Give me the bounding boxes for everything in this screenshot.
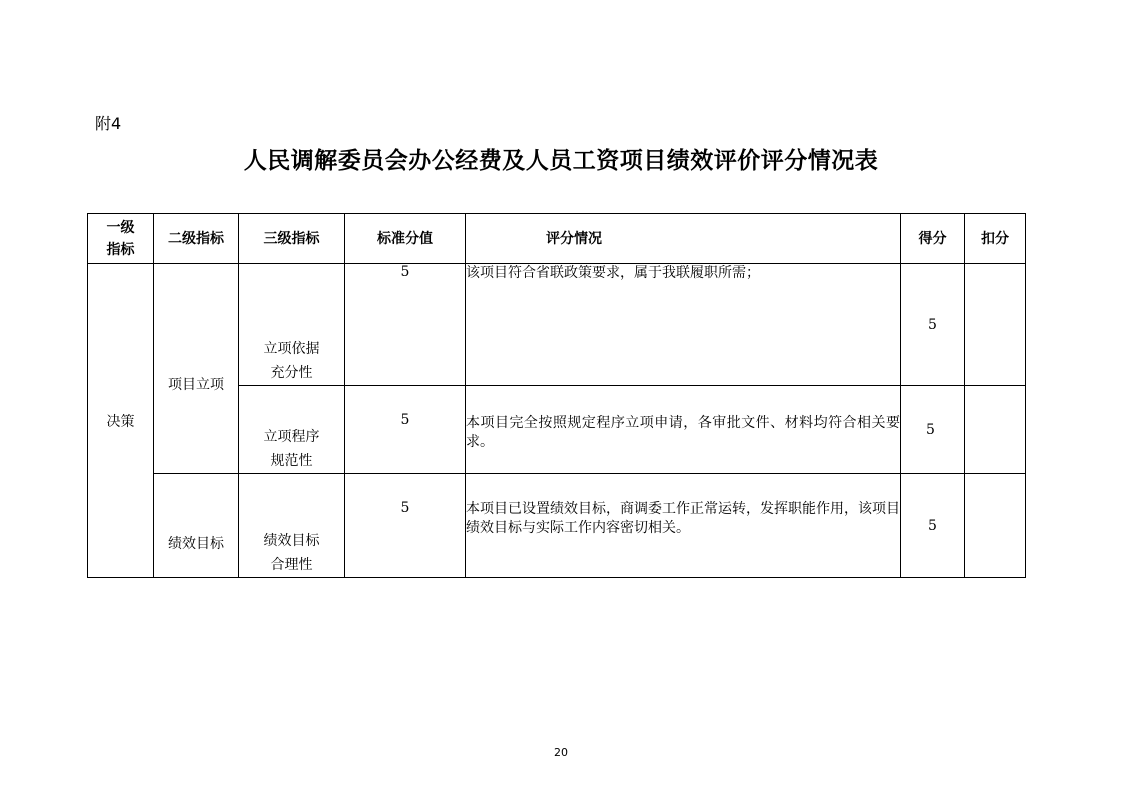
- level2-cell: 绩效目标: [154, 474, 239, 578]
- page-title: 人民调解委员会办公经费及人员工资项目绩效评价评分情况表: [243, 148, 879, 174]
- header-score: 得分: [901, 214, 965, 264]
- header-deduction: 扣分: [965, 214, 1026, 264]
- level3-cell: [239, 386, 345, 474]
- annex-label: 附4: [95, 114, 122, 133]
- level3-line1: 绩效目标: [263, 533, 320, 549]
- level3-line2: 合理性: [270, 557, 313, 573]
- deduction-cell: [965, 386, 1026, 474]
- header-standard: 标准分值: [345, 214, 466, 264]
- deduction-cell: [965, 264, 1026, 386]
- level3-cell: [239, 474, 345, 578]
- header-level3: 三级指标: [239, 214, 345, 264]
- header-level1: [88, 214, 154, 264]
- header-level2: 二级指标: [154, 214, 239, 264]
- level3-line1: 立项程序: [263, 429, 320, 445]
- evaluation-cell: 本项目已设置绩效目标，商调委工作正常运转，发挥职能作用，该项目绩效目标与实际工作内容密切相关。: [466, 474, 901, 578]
- level3-cell: [239, 264, 345, 386]
- standard-score-cell: 5: [345, 474, 466, 578]
- standard-score-cell: 5: [345, 264, 466, 386]
- level3-line2: 规范性: [270, 453, 313, 469]
- header-level1-label: 一级 指标: [106, 219, 135, 258]
- evaluation-cell: 本项目完全按照规定程序立项申请，各审批文件、材料均符合相关要求。: [466, 386, 901, 474]
- level2-cell: 项目立项: [154, 264, 239, 474]
- table-row: [88, 264, 1026, 386]
- level1-cell: 决策: [88, 264, 154, 578]
- score-cell: 5: [901, 474, 965, 578]
- deduction-cell: [965, 474, 1026, 578]
- standard-score-cell: 5: [345, 386, 466, 474]
- page-number: 20: [554, 746, 568, 759]
- score-cell: 5: [901, 386, 965, 474]
- header-evaluation: 评分情况: [466, 214, 901, 264]
- level3-line2: 充分性: [270, 365, 313, 381]
- evaluation-cell: 该项目符合省联政策要求，属于我联履职所需；: [466, 264, 901, 386]
- table-row: [88, 474, 1026, 578]
- score-cell: 5: [901, 264, 965, 386]
- evaluation-table: [87, 213, 1026, 578]
- header-row: [88, 214, 1026, 264]
- level3-line1: 立项依据: [263, 341, 320, 357]
